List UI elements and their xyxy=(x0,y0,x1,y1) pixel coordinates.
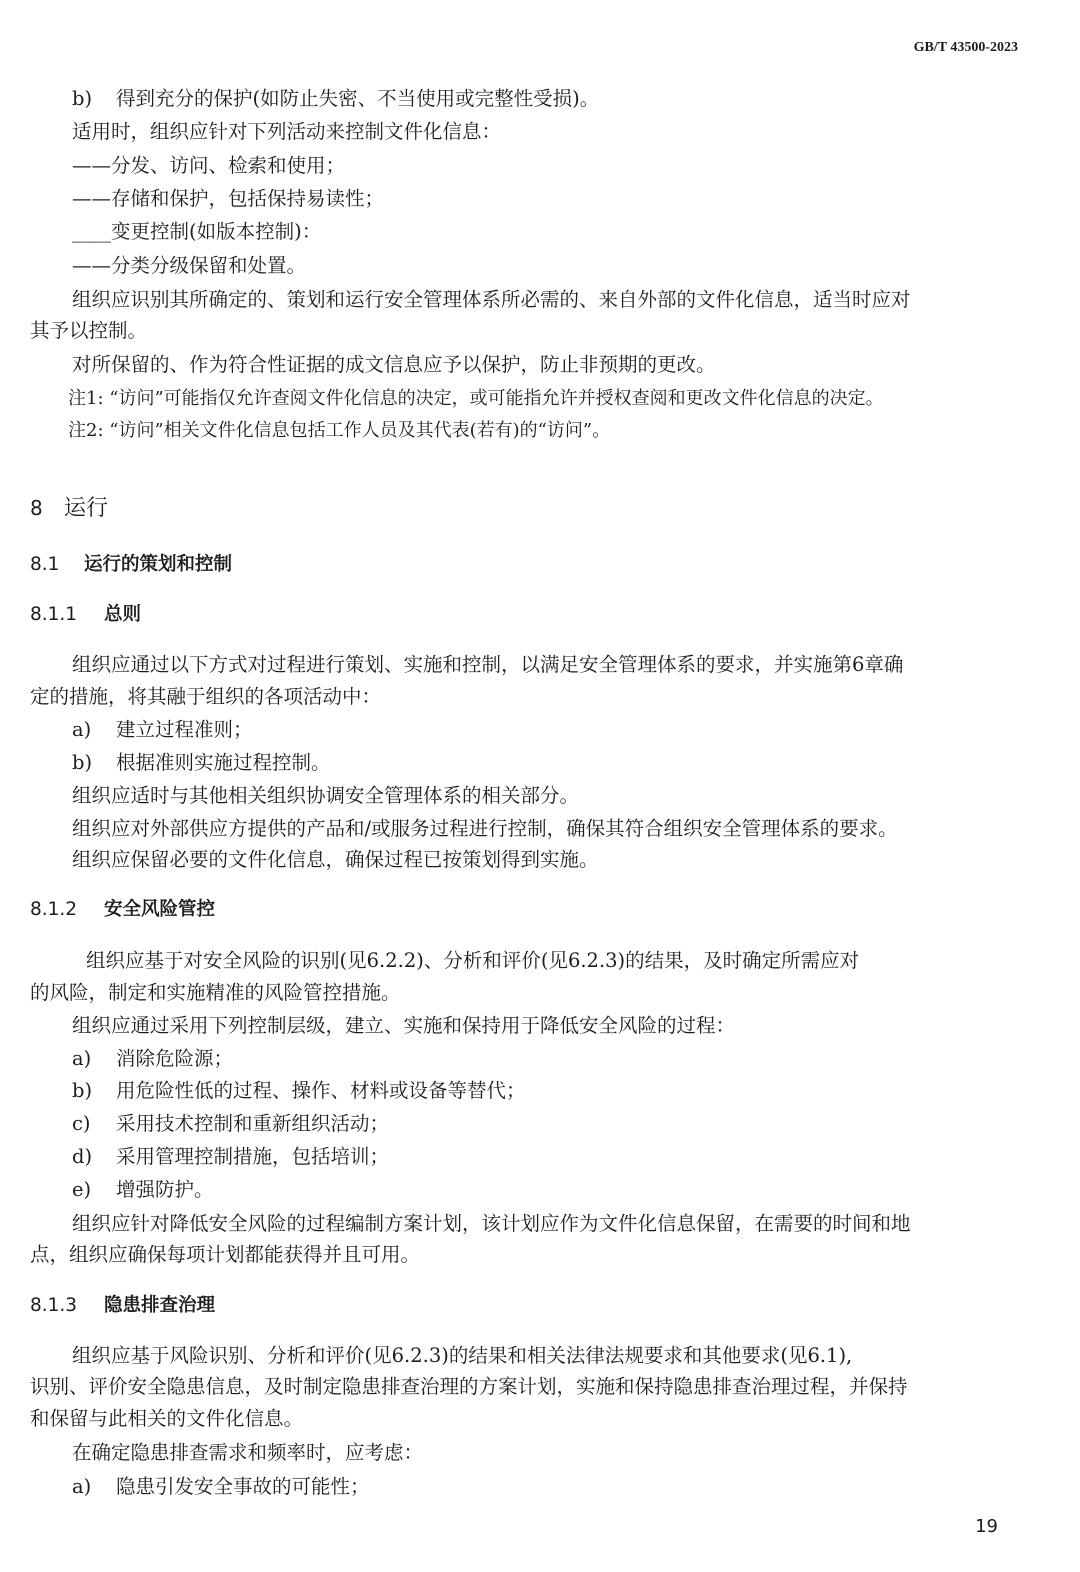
list-text: 采用技术控制和重新组织活动； xyxy=(116,1112,390,1135)
paragraph: 定的措施，将其融于组织的各项活动中： xyxy=(30,685,382,708)
dash-item: ____变更控制(如版本控制)： xyxy=(72,220,322,243)
list-item xyxy=(72,1144,389,1170)
paragraph: 点，组织应确保每项计划都能获得并且可用。 xyxy=(30,1243,421,1266)
list-label: b) xyxy=(72,751,93,774)
list-item xyxy=(72,717,253,743)
subsection-heading xyxy=(30,603,141,627)
chapter-title: 运行 xyxy=(64,496,109,521)
paragraph: 在确定隐患排查需求和频率时，应考虑： xyxy=(72,1441,424,1464)
list-text: 隐患引发安全事故的可能性； xyxy=(116,1475,370,1498)
list-label: b) xyxy=(72,87,93,110)
subsection-title: 安全风险管控 xyxy=(104,899,216,920)
paragraph: 适用时，组织应针对下列活动来控制文件化信息： xyxy=(72,120,502,143)
dash-item: ——存储和保护，包括保持易读性； xyxy=(72,187,385,210)
paragraph: 组织应保留必要的文件化信息，确保过程已按策划得到实施。 xyxy=(72,848,599,871)
list-label: a) xyxy=(72,718,92,741)
dash-item: ——分发、访问、检索和使用； xyxy=(72,154,346,177)
paragraph: 组织应通过以下方式对过程进行策划、实施和控制，以满足安全管理体系的要求，并实施第6章确 xyxy=(72,653,904,676)
list-text: 采用管理控制措施，包括培训； xyxy=(116,1145,390,1168)
paragraph: 组织应通过采用下列控制层级，建立、实施和保持用于降低安全风险的过程： xyxy=(72,1014,736,1037)
page-number: 19 xyxy=(975,1516,998,1537)
section-title: 运行的策划和控制 xyxy=(84,554,233,575)
subsection-number: 8.1.1 xyxy=(30,604,78,625)
paragraph: 组织应基于风险识别、分析和评价(见6.2.3)的结果和相关法律法规要求和其他要求(见6.1), xyxy=(72,1344,853,1367)
list-label: b) xyxy=(72,1079,93,1102)
paragraph: 其予以控制。 xyxy=(30,319,148,342)
list-item xyxy=(72,1111,389,1137)
paragraph: 组织应对外部供应方提供的产品和/或服务过程进行控制，确保其符合组织安全管理体系的要求。 xyxy=(72,817,898,840)
subsection-number: 8.1.2 xyxy=(30,899,78,920)
chapter-heading xyxy=(30,494,108,523)
dash-item: ——分类分级保留和处置。 xyxy=(72,254,307,277)
list-label: a) xyxy=(72,1475,92,1498)
list-text: 根据准则实施过程控制。 xyxy=(116,751,331,774)
chapter-number: 8 xyxy=(30,496,43,520)
list-label: c) xyxy=(72,1112,91,1135)
list-label: a) xyxy=(72,1047,92,1070)
paragraph: 的风险，制定和实施精准的风险管控措施。 xyxy=(30,981,401,1004)
section-number: 8.1 xyxy=(30,554,60,575)
section-heading xyxy=(30,553,232,577)
list-label: d) xyxy=(72,1145,93,1168)
paragraph: 组织应针对降低安全风险的过程编制方案计划，该计划应作为文件化信息保留，在需要的时间和地 xyxy=(72,1212,911,1235)
note: 注2: “访问”相关文件化信息包括工作人员及其代表(若有)的“访问”。 xyxy=(68,420,611,441)
paragraph: 组织应识别其所确定的、策划和运行安全管理体系所必需的、来自外部的文件化信息，适当时应对 xyxy=(72,288,911,311)
list-item xyxy=(72,86,599,112)
subsection-heading xyxy=(30,1294,215,1318)
list-text: 建立过程准则； xyxy=(116,718,253,741)
list-text: 增强防护。 xyxy=(116,1178,214,1201)
list-text: 得到充分的保护(如防止失密、不当使用或完整性受损)。 xyxy=(116,87,600,110)
document-code: GB/T 43500-2023 xyxy=(913,40,1018,55)
list-text: 消除危险源； xyxy=(116,1047,234,1070)
paragraph: 和保留与此相关的文件化信息。 xyxy=(30,1407,304,1430)
list-label: e) xyxy=(72,1178,92,1201)
paragraph: 对所保留的、作为符合性证据的成文信息应予以保护，防止非预期的更改。 xyxy=(72,353,716,376)
subsection-heading xyxy=(30,898,215,922)
paragraph: 组织应适时与其他相关组织协调安全管理体系的相关部分。 xyxy=(72,784,580,807)
list-item xyxy=(72,1078,526,1104)
note: 注1: “访问”可能指仅允许查阅文件化信息的决定，或可能指允许并授权查阅和更改文件化信息的决定。 xyxy=(68,388,884,409)
paragraph: 组织应基于对安全风险的识别(见6.2.2)、分析和评价(见6.2.3)的结果，及时确定所需应对 xyxy=(86,949,860,972)
list-item xyxy=(72,1046,233,1072)
subsection-title: 总则 xyxy=(104,604,142,625)
subsection-title: 隐患排查治理 xyxy=(104,1295,216,1316)
list-item xyxy=(72,1474,370,1500)
list-item xyxy=(72,1177,214,1203)
subsection-number: 8.1.3 xyxy=(30,1295,78,1316)
list-item xyxy=(72,750,331,776)
paragraph: 识别、评价安全隐患信息，及时制定隐患排查治理的方案计划，实施和保持隐患排查治理过程，并保持 xyxy=(30,1375,908,1398)
list-text: 用危险性低的过程、操作、材料或设备等替代； xyxy=(116,1079,526,1102)
